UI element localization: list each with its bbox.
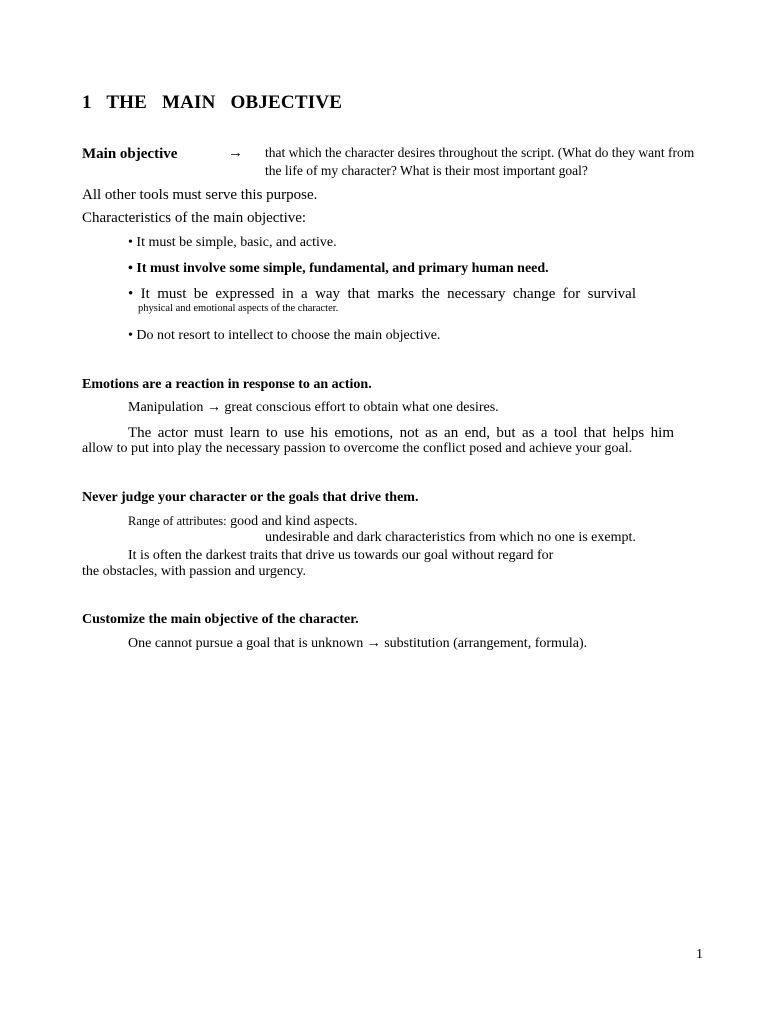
main-objective-label: Main objective [82, 146, 178, 162]
intro-line-2: Characteristics of the main objective: [82, 210, 307, 226]
range-prefix: Range of attributes: [128, 514, 227, 528]
traits-line-2: the obstacles, with passion and urgency. [82, 564, 306, 579]
arrow-icon: → [228, 145, 243, 161]
traits-line-1: It is often the darkest traits that drive us towards our goal without regard for [128, 548, 554, 563]
manipulation-line: Manipulation → great conscious effort to obtain what one desires. [128, 400, 499, 415]
bullet-item-4: • Do not resort to intellect to choose the main objective. [128, 328, 441, 343]
section-title: THE MAIN OBJECTIVE [106, 92, 343, 113]
intro-line-1: All other tools must serve this purpose. [82, 187, 318, 203]
definition-line-2: the life of my character? What is their most important goal? [265, 163, 588, 178]
bullet-item-3: • It must be expressed in a way that marks the necessary change for survival [128, 286, 636, 302]
bullet-item-3-note: physical and emotional aspects of the character. [138, 303, 339, 314]
customize-heading: Customize the main objective of the character. [82, 612, 359, 627]
range-good: good and kind aspects. [230, 514, 358, 529]
range-line [128, 514, 358, 530]
bullet-item-1: • It must be simple, basic, and active. [128, 235, 337, 250]
judge-heading: Never judge your character or the goals that drive them. [82, 490, 419, 505]
actor-line-2: allow to put into play the necessary passion to overcome the conflict posed and achieve your goal. [82, 441, 633, 456]
page-number: 1 [696, 947, 703, 962]
emotions-heading: Emotions are a reaction in response to an action. [82, 377, 372, 392]
actor-line-1: The actor must learn to use his emotions, not as an end, but as a tool that helps him [128, 425, 674, 441]
range-dark: undesirable and dark characteristics from which no one is exempt. [265, 530, 636, 545]
section-number: 1 [82, 92, 92, 113]
definition-line-1: that which the character desires throughout the script. (What do they want from [265, 145, 695, 160]
page-title [82, 92, 342, 114]
customize-line: One cannot pursue a goal that is unknown → substitution (arrangement, formula). [128, 636, 588, 651]
bullet-item-2: • It must involve some simple, fundamental, and primary human need. [128, 261, 549, 276]
